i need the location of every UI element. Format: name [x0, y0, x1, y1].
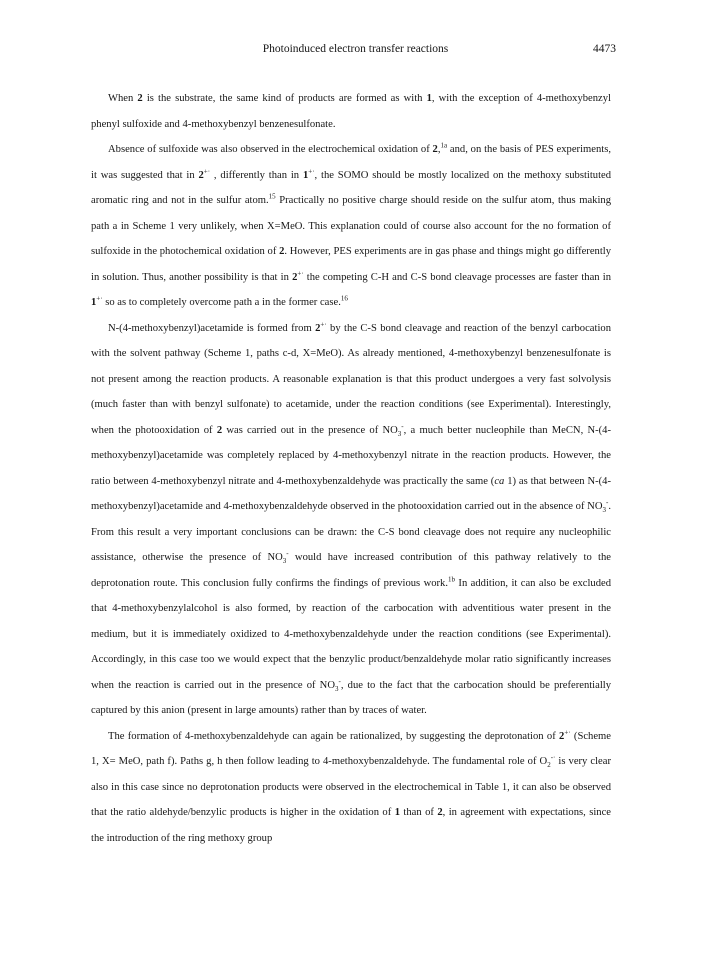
subscript: 3 [397, 429, 402, 438]
text-run: , differently than in [210, 169, 303, 181]
superscript: +· [297, 268, 304, 277]
compound-number: 1 [426, 93, 432, 104]
text-run: N-(4-methoxybenzyl)acetamide is formed from [108, 322, 316, 334]
superscript: 1a [440, 141, 448, 150]
compound-number: 2 [559, 730, 565, 742]
text-run: the competing C-H and C-S bond cleavage processes are faster than in [303, 271, 612, 283]
text-run: , the SOMO should be mostly localized on the methoxy substituted aromatic ring and not in the sulfur atom. [91, 169, 612, 206]
text-run: , a much better nucleophile than MeCN, N-(4-methoxybenzyl)acetamide was completely replaced by 4-methoxybenzyl nitrate in the reaction products. However, the ratio between 4-methoxybenzyl nitrate and 4-methoxybenzaldehyde was practically the same ( [91, 424, 611, 487]
text-run: The formation of 4-methoxybenzaldehyde can again be rationalized, by suggesting the deprotonation of [108, 730, 560, 742]
superscript: +· [203, 166, 211, 175]
compound-number: 2 [437, 807, 443, 818]
paragraph [91, 86, 611, 137]
text-run: , in agreement with expectations, since the introduction of the ring methoxy group [91, 807, 611, 844]
text-run: (Scheme 1, X= MeO, path f). Paths g, h then follow leading to 4-methoxybenzaldehyde. The fundamental role of O [91, 730, 611, 767]
text-run: and, on the basis of PES experiments, it was suggested that in [91, 144, 611, 181]
paragraph [91, 137, 611, 316]
paragraph [91, 316, 611, 724]
superscript: - [401, 421, 404, 430]
superscript: +· [96, 294, 103, 303]
paragraph [91, 724, 611, 852]
running-title: Photoinduced electron transfer reactions [262, 43, 449, 55]
superscript: 15 [268, 192, 276, 201]
text-run: 1) as that between N-(4-methoxybenzyl)acetamide and 4-methoxybenzaldehyde observed in the photooxidation carried out in the absence of NO [91, 475, 611, 512]
text-run: , due to the fact that the carbocation should be preferentially captured by this anion (present in large amounts) rather than by traces of water. [91, 679, 612, 716]
superscript: - [286, 549, 289, 558]
page-number: 4473 [593, 43, 616, 55]
compound-number: 2 [137, 93, 143, 104]
text-run: In addition, it can also be excluded that 4-methoxybenzylalcohol is also formed, by reaction of the carbocation with adventitious water present in the medium, but it is immediately oxidized to 4-methoxybenzaldehyde under the reaction conditions (see Experimental). Accordingly, in this case too we would expect that the benzylic product/benzaldehyde molar ratio significantly increases when the reaction is carried out in the presence of NO [91, 577, 612, 691]
text-run: than of [399, 807, 438, 818]
text-run: by the C-S bond cleavage and reaction of the benzyl carbocation with the solvent pathway (Scheme 1, paths c-d, X=MeO). As already mentioned, 4-methoxybenzyl benzenesulfonate is not present among the reaction products. A reasonable explanation is that this product undergoes a very fast solvolysis (much faster than with benzyl sulfonate) to acetamide, under the reaction conditions (see Experimental). Interestingly, when the photooxidation of [91, 322, 611, 436]
article-body [91, 86, 611, 851]
superscript: 1b [448, 574, 456, 583]
text-run: would have increased contribution of this pathway relatively to the deprotonation route. This conclusion fully confirms the findings of previous work. [91, 552, 612, 589]
compound-number: 2 [198, 169, 204, 181]
text-run: Practically no positive charge should reside on the sulfur atom, thus making path a in Scheme 1 very unlikely, when X=MeO. This explanation could of course also account for the no formation of sulfoxide in the photochemical oxidation of [91, 195, 611, 257]
superscript: - [338, 676, 341, 685]
subscript: 3 [335, 684, 339, 693]
compound-number: 2 [279, 246, 285, 257]
compound-number: 1 [91, 297, 97, 308]
text-run: is the substrate, the same kind of products are formed as with [142, 93, 427, 104]
compound-number: 2 [432, 144, 438, 155]
compound-number: 2 [292, 271, 298, 283]
superscript: +· [308, 166, 315, 175]
text-run: . From this result a very important conclusions can be drawn: the C-S bond cleavage does not require any nucleophilic assistance, otherwise the presence of NO [91, 501, 611, 563]
superscript: - [606, 498, 609, 507]
subscript: 2 [547, 761, 551, 770]
running-header [0, 43, 711, 61]
text-run: was carried out in the presence of NO [222, 424, 398, 436]
text-run: . However, PES experiments are in gas phase and things might go differently in solution. Thus, another possibility is that in [91, 246, 612, 283]
subscript: 3 [602, 506, 606, 515]
text-run: , with the exception of 4-methoxybenzyl phenyl sulfoxide and 4-methoxybenzyl benzenesulfonate. [91, 93, 611, 130]
text-run: is very clear also in this case since no deprotonation products were observed in the electrochemical in Table 1, it can also be observed that the ratio aldehyde/benzylic products is higher in the oxidation of [91, 756, 611, 818]
superscript: +· [320, 319, 327, 328]
text-run: Absence of sulfoxide was also observed in the electrochemical oxidation of [108, 144, 433, 155]
superscript: 16 [340, 294, 348, 303]
superscript: -· [550, 753, 556, 762]
compound-number: 2 [216, 424, 223, 436]
compound-number: 2 [315, 322, 321, 334]
compound-number: 1 [394, 807, 400, 818]
text-run: When [108, 93, 138, 104]
text-run: so as to completely overcome path a in the former case. [102, 297, 341, 308]
italic-text: ca [494, 475, 505, 487]
subscript: 3 [282, 557, 287, 566]
compound-number: 1 [302, 169, 309, 181]
superscript: +· [564, 727, 571, 736]
text-run: , [437, 144, 441, 155]
